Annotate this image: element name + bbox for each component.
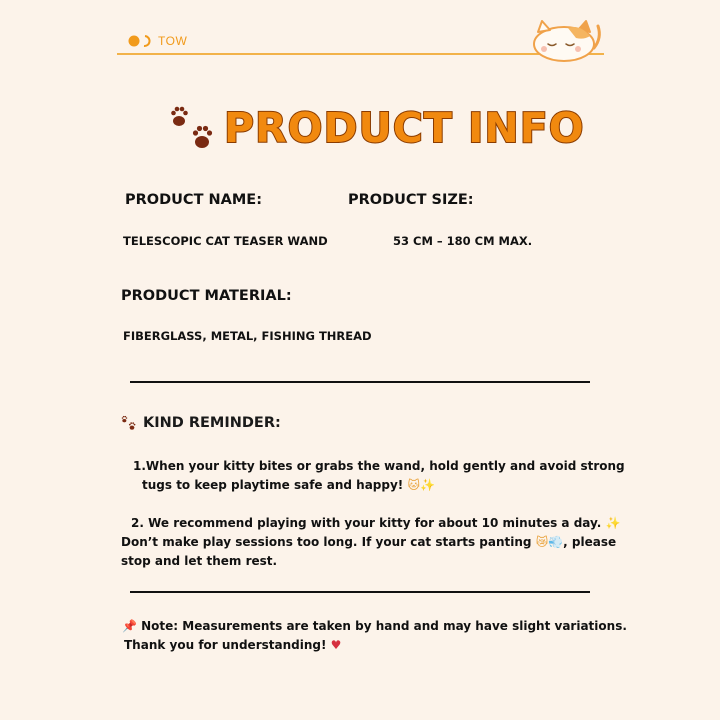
tired-cat-emoji: 😿 (535, 535, 549, 549)
product-name-label: PRODUCT NAME: (125, 192, 262, 208)
dash-emoji: 💨 (548, 535, 564, 549)
note (122, 617, 627, 655)
paw-prints-icon (170, 104, 216, 152)
brand-name: TOW (158, 34, 188, 48)
divider-top (130, 381, 590, 383)
reminder-item-1-text: When your kitty bites or grabs the wand, hold gently and avoid strong (145, 459, 625, 473)
product-name-value: TELESCOPIC CAT TEASER WAND (123, 234, 328, 248)
note-thanks: Thank you for understanding! (124, 638, 327, 652)
product-material-label: PRODUCT MATERIAL: (121, 288, 292, 304)
reminder-item-2-text: 2. We recommend playing with your kitty for about 10 minutes a day. (131, 516, 602, 530)
reminder-item-1-line-1 (133, 457, 625, 476)
cat-face-emoji: 🐱 (407, 478, 420, 492)
reminder-item-1 (133, 457, 625, 495)
reminder-item-2-line-3 (121, 552, 606, 571)
product-material-value: FIBERGLASS, METAL, FISHING THREAD (123, 329, 372, 343)
reminder-item-1-number: 1. (133, 459, 146, 473)
reminder-heading (121, 415, 281, 431)
pushpin-emoji: 📌 (122, 619, 137, 633)
sparkles-emoji: ✨ (419, 478, 435, 492)
reminder-item-2-line-2 (121, 533, 617, 552)
brand (128, 34, 187, 48)
title-block (170, 104, 585, 152)
sleeping-cat-icon (528, 18, 606, 64)
reminder-label: KIND REMINDER: (143, 415, 281, 431)
page-title: PRODUCT INFO (224, 104, 585, 152)
product-size-value: 53 CM – 180 CM MAX. (393, 234, 533, 248)
note-line-2 (122, 636, 612, 655)
reminder-item-2-text-end: , please (563, 535, 617, 549)
reminder-item-2-text-last: stop and let them rest. (121, 554, 278, 568)
paw-prints-icon (121, 415, 137, 431)
reminder-item-2-text-cont: Don’t make play sessions too long. If your cat starts panting (121, 535, 532, 549)
reminder-item-1-line-2 (133, 476, 608, 495)
reminder-item-2 (121, 514, 621, 571)
sparkles-emoji: ✨ (605, 516, 621, 530)
reminder-item-2-line-1 (121, 514, 621, 533)
circle-logo-icon (128, 34, 152, 48)
note-text: Note: Measurements are taken by hand and may have slight variations. (141, 619, 627, 633)
heart-emoji: ♥ (330, 638, 342, 652)
note-line-1 (122, 617, 627, 636)
product-size-label: PRODUCT SIZE: (348, 192, 474, 208)
reminder-item-1-text-cont: tugs to keep playtime safe and happy! (142, 478, 404, 492)
divider-bottom (130, 591, 590, 593)
